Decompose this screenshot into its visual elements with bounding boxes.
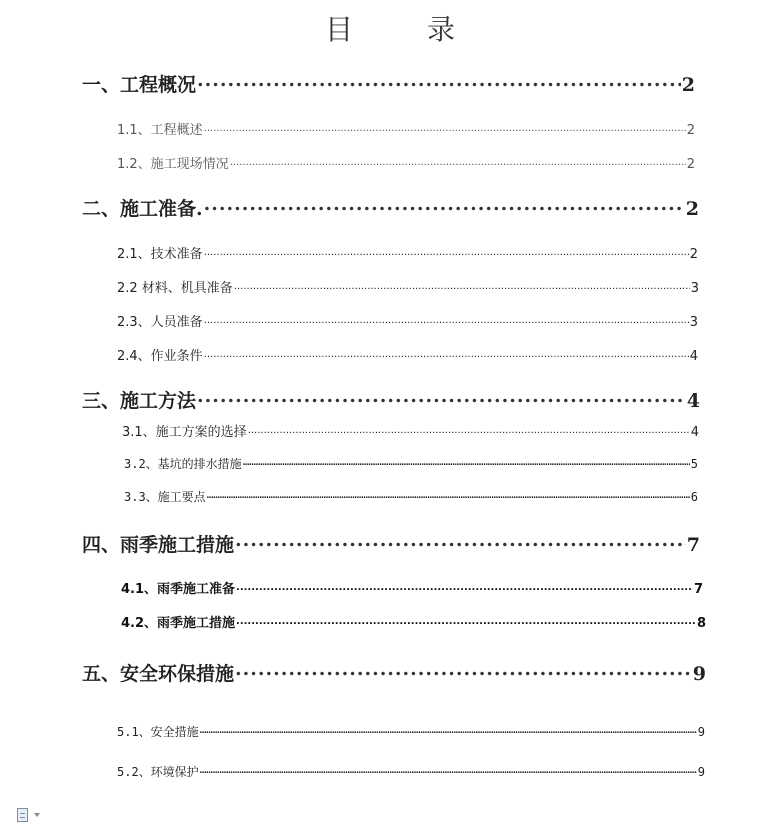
toc-entry-4-2[interactable] — [121, 612, 706, 631]
dot-leader — [234, 279, 690, 292]
toc-entry-page: 5 — [690, 457, 698, 471]
toc-entry-section-4[interactable] — [82, 530, 700, 557]
dot-leader — [235, 661, 692, 680]
toc-entry-5-1[interactable] — [117, 723, 705, 740]
toc-entry-section-2[interactable] — [82, 194, 699, 221]
toc-entry-3-3[interactable] — [124, 488, 698, 505]
toc-entry-label: 5.1、安全措施 — [117, 725, 199, 739]
toc-entry-2-1[interactable] — [117, 243, 698, 262]
dot-leader — [204, 245, 689, 258]
toc-entry-label: 五、安全环保措施 — [82, 663, 235, 685]
toc-entry-page: 8 — [696, 616, 706, 631]
toc-entry-label: 3.3、施工要点 — [124, 490, 206, 504]
toc-entry-page: 4 — [689, 349, 698, 364]
toc-entry-page: 3 — [690, 281, 699, 296]
toc-entry-label: 2.4、作业条件 — [117, 349, 203, 364]
toc-entry-label: 3.2、基坑的排水措施 — [124, 457, 242, 471]
dot-leader — [197, 388, 686, 407]
toc-entry-3-1[interactable] — [122, 421, 699, 440]
toc-entry-section-3[interactable] — [82, 386, 700, 413]
page-title — [0, 8, 782, 48]
toc-entry-2-3[interactable] — [117, 311, 698, 330]
toc-entry-1-1[interactable] — [117, 119, 695, 138]
dot-leader — [207, 489, 690, 501]
toc-entry-page: 3 — [689, 315, 698, 330]
toc-entry-page: 7 — [686, 534, 700, 556]
dot-leader — [230, 155, 686, 168]
toc-entry-page: 6 — [690, 490, 698, 504]
toc-entry-label: 4.1、雨季施工准备 — [121, 582, 236, 597]
document-icon[interactable] — [17, 808, 28, 822]
toc-entry-3-2[interactable] — [124, 455, 698, 472]
dot-leader — [200, 724, 697, 736]
toc-entry-section-5[interactable] — [82, 659, 706, 686]
toc-entry-label: 5.2、环境保护 — [117, 765, 199, 779]
toc-entry-2-2[interactable] — [117, 277, 699, 296]
title-right-char: 录 — [427, 13, 458, 46]
toc-entry-label: 三、施工方法 — [82, 390, 197, 412]
toc-entry-label: 一、工程概况 — [82, 74, 197, 96]
toc-entry-1-2[interactable] — [117, 153, 695, 172]
dot-leader — [204, 121, 686, 134]
dot-leader — [248, 423, 690, 436]
dot-leader — [197, 72, 681, 91]
toc-entry-label: 2.1、技术准备 — [117, 247, 203, 262]
toc-entry-section-1[interactable] — [82, 70, 695, 97]
toc-entry-label: 四、雨季施工措施 — [82, 534, 235, 556]
toc-entry-page: 9 — [697, 765, 705, 779]
toc-entry-label: 4.2、雨季施工措施 — [121, 616, 236, 631]
toc-entry-page: 4 — [690, 425, 699, 440]
toc-entry-page: 2 — [686, 157, 695, 172]
toc-entry-page: 7 — [693, 582, 703, 597]
toc-entry-page: 2 — [681, 74, 695, 96]
dot-leader — [243, 456, 690, 468]
dot-leader — [200, 764, 697, 776]
toc-entry-label: 1.1、工程概述 — [117, 123, 203, 138]
toc-entry-2-4[interactable] — [117, 345, 698, 364]
dot-leader — [235, 532, 686, 551]
dot-leader — [204, 313, 689, 326]
dot-leader — [236, 614, 696, 627]
dot-leader — [236, 580, 693, 593]
toc-entry-page: 2 — [686, 123, 695, 138]
toc-entry-5-2[interactable] — [117, 763, 705, 780]
toc-entry-page: 2 — [685, 198, 699, 220]
title-left-char: 目 — [324, 13, 355, 46]
caret-down-icon[interactable] — [34, 813, 40, 817]
toc-entry-page: 9 — [697, 725, 705, 739]
toc-entry-page: 4 — [686, 390, 700, 412]
toc-entry-label: 1.2、施工现场情况 — [117, 157, 229, 172]
toc-entry-4-1[interactable] — [121, 578, 703, 597]
toc-entry-label: 2.3、人员准备 — [117, 315, 203, 330]
dot-leader — [204, 347, 689, 360]
toc-entry-label: 二、施工准备. — [82, 198, 203, 220]
toc-entry-page: 9 — [692, 663, 706, 685]
toc-entry-label: 3.1、施工方案的选择 — [122, 425, 247, 440]
toc-entry-label: 2.2 材料、机具准备 — [117, 281, 233, 296]
dot-leader — [204, 196, 685, 215]
toc-entry-page: 2 — [689, 247, 698, 262]
